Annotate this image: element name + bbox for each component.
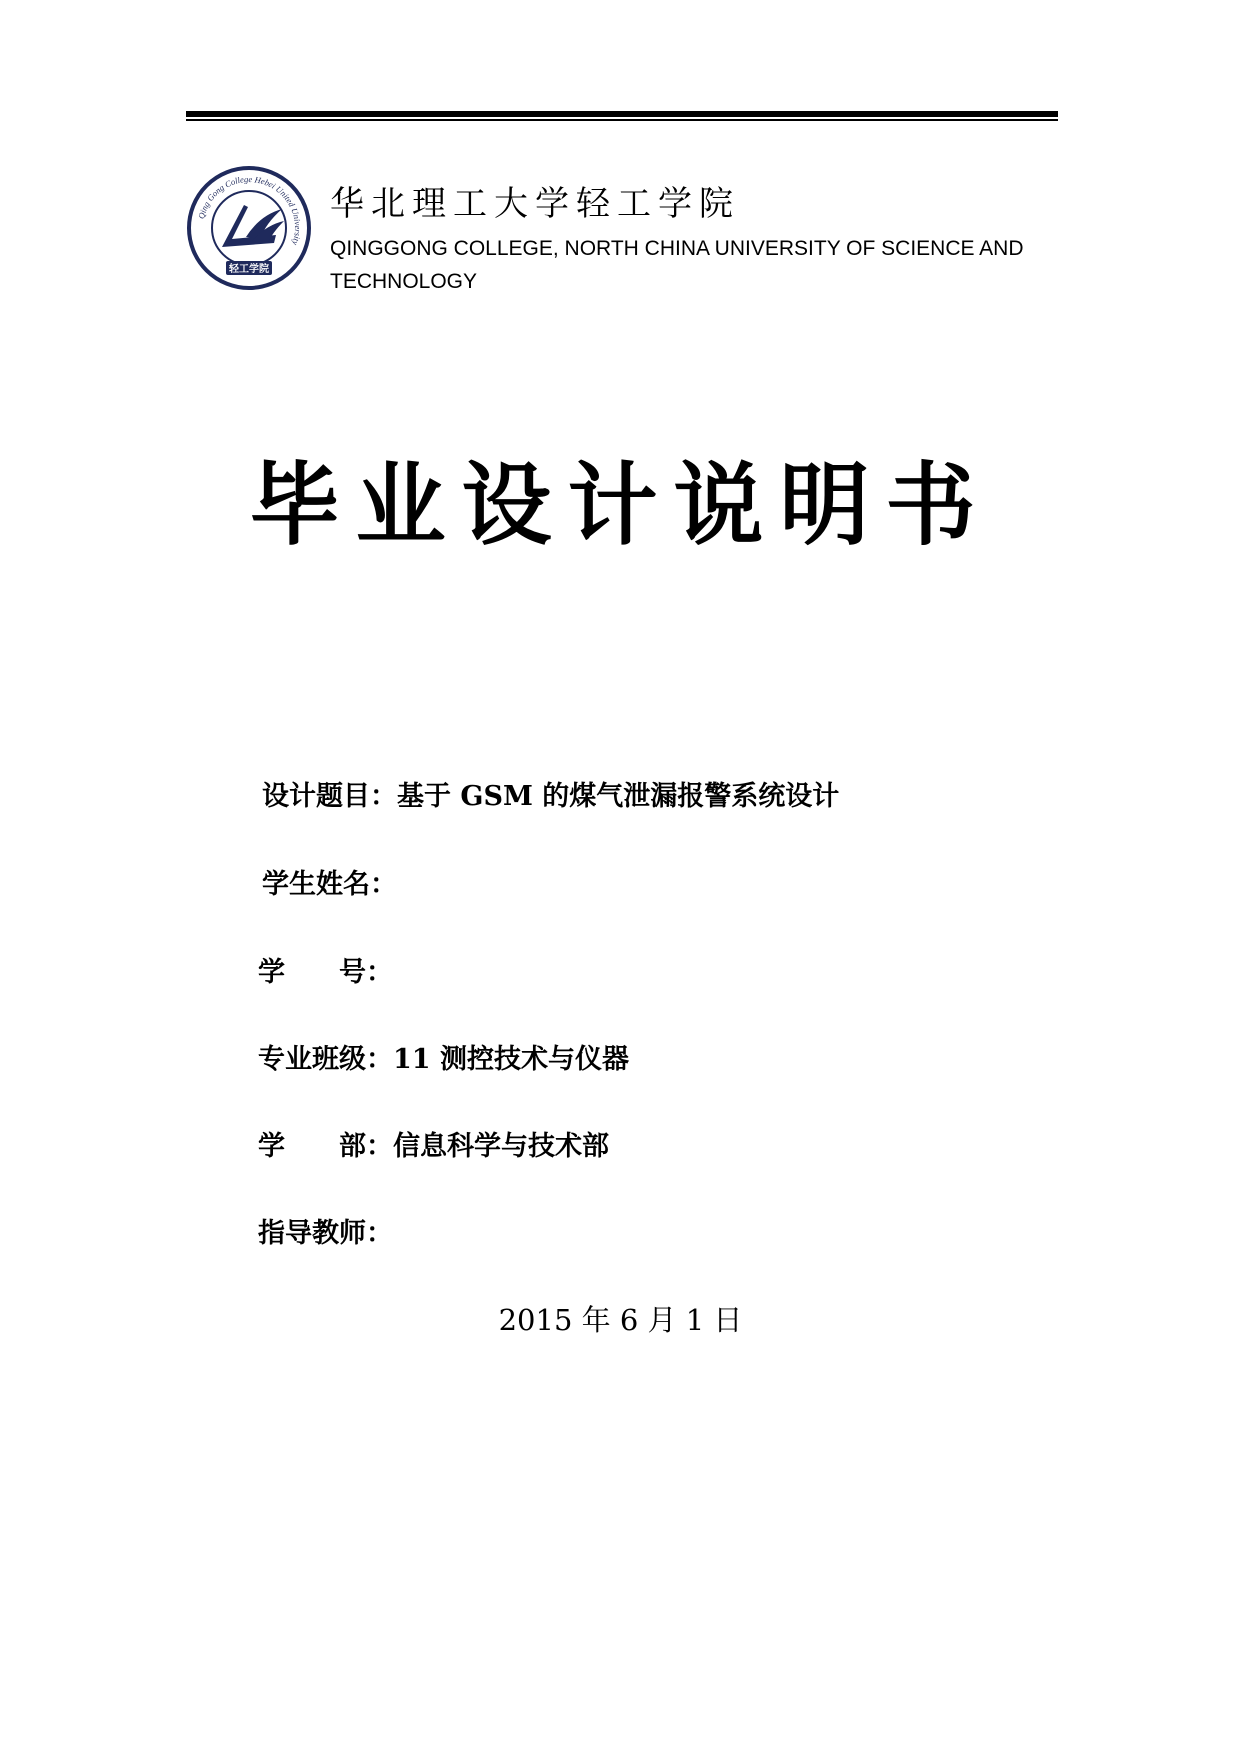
department-value: 信息科学与技术部	[393, 1131, 609, 1162]
document-title: 毕业设计说明书	[249, 453, 992, 558]
class-value: 11 测控技术与仪器	[393, 1044, 629, 1075]
department-label: 学 部：	[258, 1131, 393, 1162]
submission-date: 2015 年 6 月 1 日	[498, 1303, 743, 1337]
topic-label: 设计题目：	[262, 781, 397, 812]
student-id-row	[258, 950, 393, 989]
class-label: 专业班级：	[258, 1044, 393, 1075]
logo-bottom-text: 轻工学院	[229, 264, 269, 275]
student-id-label: 学 号：	[258, 957, 393, 988]
student-name-label: 学生姓名：	[262, 869, 397, 900]
top-rule-thick	[186, 111, 1058, 117]
advisor-label: 指导教师：	[258, 1218, 393, 1249]
topic-value: 基于 GSM 的煤气泄漏报警系统设计	[397, 781, 840, 812]
student-name-row	[262, 862, 397, 901]
topic-row	[262, 774, 839, 813]
college-name-cn: 华北理工大学轻工学院	[330, 184, 740, 224]
advisor-row	[258, 1211, 393, 1250]
college-name-en: QINGGONG COLLEGE, NORTH CHINA UNIVERSITY OF SCIENCE AND TECHNOLOGY	[330, 237, 1024, 293]
college-logo-emblem	[186, 165, 312, 291]
logo-ring-text: Qing Gong College Hebei United University	[195, 173, 304, 247]
class-row	[258, 1037, 629, 1076]
department-row	[258, 1124, 609, 1163]
top-rule-thin	[186, 119, 1058, 121]
